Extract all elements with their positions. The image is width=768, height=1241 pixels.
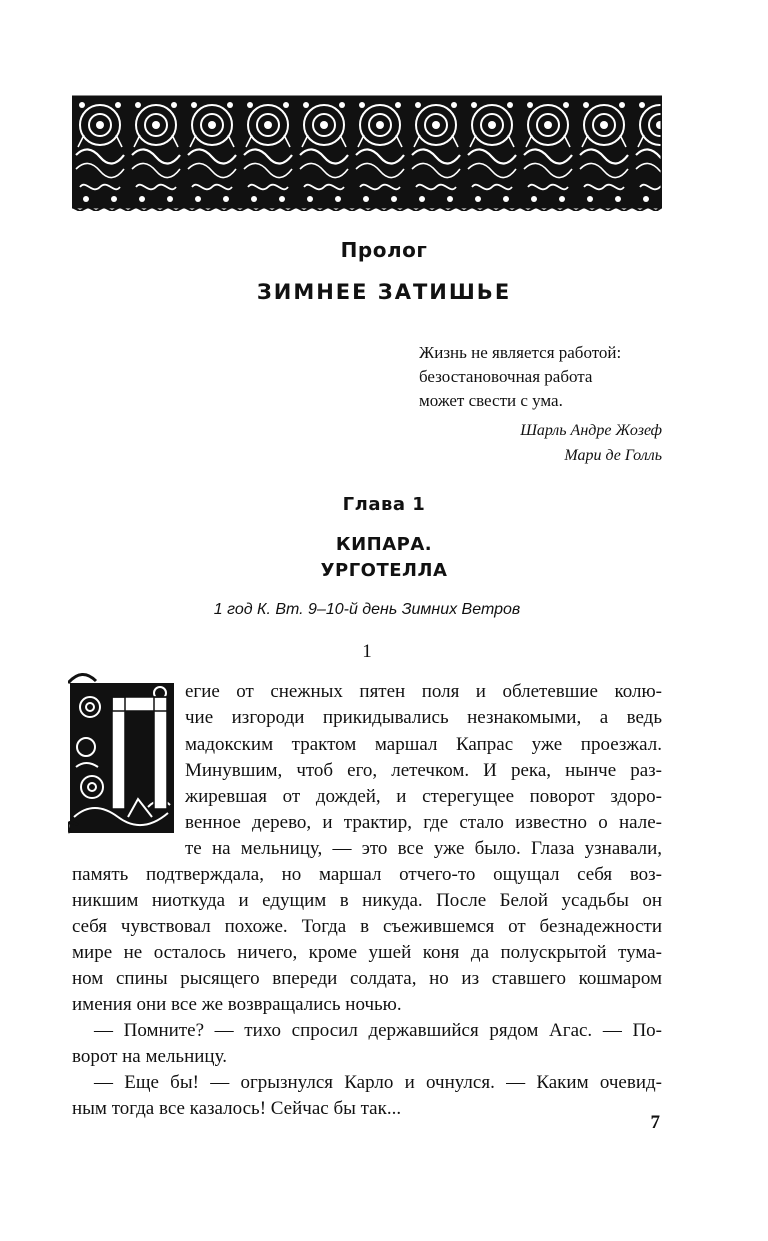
- chapter-title-line: УРГОТЕЛЛА: [320, 560, 448, 581]
- body-line: ным тогда все казалось! Сейчас бы так...: [72, 1098, 402, 1119]
- body-line: ворот на мельницу.: [72, 1046, 227, 1067]
- chapter-title-line: КИПАРА.: [335, 534, 433, 555]
- chapter-dateline: 1 год К. Вт. 9–10-й день Зимних Ветров: [213, 601, 521, 618]
- body-line: Минувшим, чтоб его, летечком. И река, нынче раз-: [185, 760, 662, 781]
- body-line: мире не осталось ничего, кроме ушей коня да полускрытой тума-: [72, 942, 662, 963]
- prologue-label: Пролог: [340, 238, 428, 262]
- body-line: мадокским трактом маршал Капрас уже проезжал.: [185, 734, 662, 755]
- body-line: егие от снежных пятен поля и облетевшие колю-: [185, 681, 662, 702]
- body-line: имения они все же возвращались ночью.: [72, 994, 402, 1015]
- body-line: чие изгороди прикидывались незнакомыми, а ведь: [185, 707, 662, 728]
- body-line: жиревшая от дождей, и стерегущее поворот здоро-: [185, 786, 662, 807]
- epigraph-line: может свести с ума.: [419, 391, 563, 410]
- epigraph-author: [520, 418, 662, 468]
- chapter-label: Глава 1: [342, 494, 426, 515]
- ornamental-header-band: [72, 95, 662, 211]
- epigraph-line: безостановочная работа: [419, 367, 593, 386]
- prologue-title: ЗИМНЕЕ ЗАТИШЬЕ: [256, 280, 512, 304]
- epigraph-author-line: Мари де Голль: [564, 447, 662, 464]
- body-line: венное дерево, и трактир, где стало известно о нале-: [185, 812, 662, 833]
- body-line: ном спины рысящего впереди солдата, но из ставшего кошмаром: [72, 968, 662, 989]
- epigraph-line: Жизнь не является работой:: [419, 343, 622, 362]
- body-line: те на мельницу, — это все уже было. Глаза узнавали,: [185, 838, 662, 859]
- body-line: память подтверждала, но маршал отчего-то ощущал себя воз-: [72, 864, 662, 885]
- epigraph-author-line: Шарль Андре Жозеф: [520, 422, 662, 439]
- section-number: 1: [362, 641, 372, 662]
- drop-cap: [68, 667, 176, 837]
- body-line: — Еще бы! — огрызнулся Карло и очнулся. — Каким очевид-: [94, 1072, 662, 1093]
- body-line: — Помните? — тихо спросил державшийся рядом Агас. — По-: [94, 1020, 662, 1041]
- page-number: 7: [650, 1112, 660, 1133]
- chapter-title: [0, 532, 768, 584]
- epigraph: [419, 341, 669, 413]
- body-line: никшим ниоткуда и едущим в никуда. После Белой усадьбы он: [72, 890, 662, 911]
- body-line: себя чувствовал похоже. Тогда в съежившемся от безнадежности: [72, 916, 662, 937]
